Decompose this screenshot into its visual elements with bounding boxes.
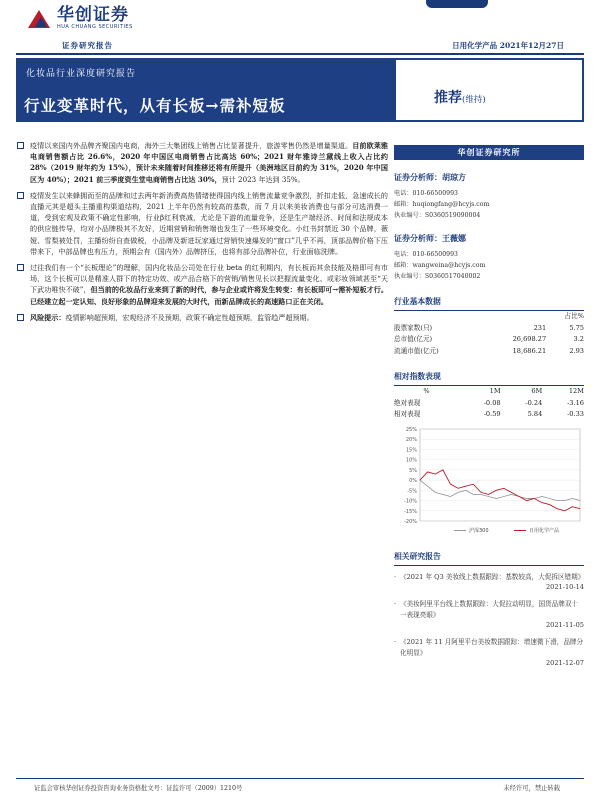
- table-cell: 2.93: [569, 346, 584, 355]
- y-tick-label: -20%: [404, 518, 417, 525]
- y-tick-label: 20%: [405, 436, 417, 443]
- footer-copyright: 未经许可，禁止转载: [503, 785, 560, 792]
- y-tick-label: 0%: [409, 477, 417, 484]
- footer-divider: [16, 778, 584, 779]
- legend-label: 沪深300: [469, 527, 489, 534]
- table-cell: -0.08: [483, 398, 501, 407]
- analyst-cert: 执业编号：S0360517040002: [394, 273, 481, 280]
- analyst-cert: 执业编号：S0360519090004: [394, 212, 481, 219]
- table-cell: 总市值(亿元): [394, 335, 433, 343]
- related-report-date: 2021-10-14: [545, 583, 584, 591]
- report-type: 证券研究报告: [62, 41, 113, 50]
- table-cell: 18,686.21: [512, 346, 547, 355]
- table-cell: 流通市值(亿元): [394, 346, 439, 355]
- y-tick-label: 10%: [405, 457, 417, 464]
- rating: [434, 87, 486, 107]
- table-cell: 相对表现: [394, 410, 421, 418]
- y-tick-label: -10%: [404, 498, 417, 505]
- checkbox-bullet-icon: [17, 314, 24, 321]
- analyst-email[interactable]: 邮箱：huqiongfang@hcyjs.com: [394, 201, 490, 208]
- relative-perf-table: [394, 386, 584, 421]
- table-cell: 绝对表现: [394, 398, 421, 407]
- checkbox-bullet-icon: [17, 142, 24, 149]
- analyst-name: 证券分析师：王薇娜: [394, 233, 466, 243]
- bullet-bold-text: 但当前的化妆品行业来到了新的时代，参与企业或许将发生转变：有长板即可→需补短板才行。已经建立起一定认知、良好形象的品牌迎来发展的大时代，而新品牌成长的高速路口正在关闭。: [30, 285, 388, 306]
- table-row: [394, 346, 584, 358]
- corner-tab: [426, 0, 488, 8]
- y-tick-label: -15%: [404, 508, 417, 515]
- table-cell: -0.33: [567, 410, 584, 418]
- research-institute: 华创证券研究所: [394, 145, 584, 160]
- report-category: 化妆品行业深度研究报告: [26, 69, 137, 79]
- relative-perf-chart: [394, 425, 584, 541]
- table-cell: -3.16: [567, 398, 584, 407]
- bullet-bold-text: 风险提示：: [30, 312, 66, 322]
- analyst-phone: 电话：010-66500993: [394, 190, 458, 197]
- table-cell: 股票家数(只): [394, 323, 433, 332]
- summary-bullet: [16, 262, 388, 307]
- y-tick-label: 5%: [409, 467, 417, 474]
- bullet-text: 疫情发生以来蜂拥而至的品牌和过去两年新消费高热情绪使得国内线上销售流量竞争激烈，折扣走低，急速成长的直播元其是超头主播重构渠道结构，2021 上半年仍然有较高的基数，而 7 月以来美妆消费也与部分可选消费一道，受到宏观及政策不确定性影响，行业β红利衰减，尤论是下游的流量竞争，还是生产端经济、时间和法规成本的供应链传导，均对小品牌极其不友好，近期营销和销售端也发生了一些环境变化。小红书封禁近 30 个品牌，薇娅、雪梨被处罚，主播纷纷自查做税，小品牌及新进玩家通过营销快速爆发的“窗口”几乎不再，顶部品牌价格下压带来下，中部品牌也有压力，预期会有（国内外）品牌挤压，也将有部分品牌补位，行业面临洗牌。: [30, 190, 388, 256]
- related-reports-title: 相关研究报告: [394, 551, 584, 566]
- table-header: 12M: [568, 387, 584, 395]
- table-header-row: [394, 386, 584, 398]
- related-report-date: 2021-11-05: [545, 621, 584, 629]
- checkbox-bullet-icon: [17, 192, 24, 199]
- industry-date: 日用化学产品 2021年12月27日: [452, 41, 564, 50]
- legend-label: 日用化学产品: [529, 527, 560, 534]
- basic-data-table: [394, 311, 584, 357]
- y-tick-label: 15%: [405, 446, 417, 453]
- footer-license: 证监会审核华创证券投资咨询业务资格批文号：证监许可（2009）1210号: [34, 785, 243, 792]
- table-cell: 231: [533, 323, 547, 332]
- related-report-link[interactable]: · 《2021 年 11 月阿里平台美妆数据跟踪：增速微下滑，品牌分化明显》: [394, 637, 584, 658]
- bullet-text: 疫情以来国内外品牌齐聚国内电商，海外三大集团线上销售占比显著提升，旅游零售仍然是增量渠道。: [30, 141, 353, 150]
- line-chart: [394, 425, 584, 537]
- table-row: [394, 409, 584, 421]
- table-header: %: [423, 387, 430, 395]
- analyst-block: [394, 233, 584, 282]
- rating-label: 推荐: [434, 90, 462, 106]
- bullet-text: 预计 2023 年达到 35%。: [221, 174, 305, 184]
- sidebar: [394, 140, 584, 669]
- bullet-text: 过往我们有一个“长板理论”的理解，国内化妆品公司处在行业 beta 的红利期内，有长板而其余技能及格即可有市场，这个长板可以是精准人群下的特定功效、或产品合格下的营销/销售见长以把握流量变化、或彩妆领域甚至“天下武功唯快不破”，: [30, 263, 388, 295]
- related-report-link[interactable]: · 《美妆阿里平台线上数据跟踪：大促拉动明显，国货品牌双十一表现亮眼》: [394, 599, 584, 620]
- table-cell: 5.84: [527, 410, 543, 418]
- table-row: [394, 323, 584, 335]
- report-title: 行业变革时代，从有长板→需补短板: [24, 96, 286, 115]
- table-header: 1M: [489, 387, 501, 395]
- checkbox-bullet-icon: [17, 264, 24, 271]
- relative-perf-title: 相对指数表现: [394, 371, 584, 386]
- table-cell: -0.59: [483, 410, 501, 418]
- summary-bullet: [16, 312, 388, 323]
- analyst-name: 证券分析师：胡琼方: [394, 172, 466, 182]
- table-cell: 5.75: [569, 323, 584, 332]
- table-header: 6M: [531, 387, 543, 395]
- table-row: [394, 398, 584, 410]
- summary-bullet: [16, 190, 388, 257]
- analyst-block: [394, 172, 584, 221]
- title-band: [16, 58, 584, 122]
- header-divider: [16, 53, 584, 55]
- table-row: [394, 334, 584, 346]
- logo-icon: [28, 7, 52, 29]
- y-tick-label: 25%: [405, 426, 417, 433]
- plot-frame: [420, 429, 580, 521]
- related-report-date: 2021-12-07: [545, 659, 584, 667]
- summary-bullet: [16, 140, 388, 185]
- analyst-phone: 电话：010-66500993: [394, 251, 458, 258]
- analyst-email[interactable]: 邮箱：wangweina@hcyjs.com: [394, 262, 486, 269]
- table-header: 占比%: [564, 312, 584, 320]
- rating-box: [396, 60, 582, 120]
- y-tick-label: -5%: [407, 487, 417, 494]
- table-cell: 26,698.27: [512, 335, 547, 343]
- rating-note: (维持): [462, 95, 486, 105]
- table-cell: -0.24: [525, 398, 543, 407]
- table-cell: 3.2: [573, 335, 584, 343]
- summary-column: [16, 140, 388, 328]
- table-header-row: [394, 311, 584, 323]
- bullet-bold-text: 目前欧莱雅电商销售额占比 26.6%，2020 年中国区电商销售占比高达 60%；2021 财年雅诗兰黛线上收入占比约 28%（2019 财年约为 15%），预计未来随着时间推移还将有所提升（美洲地区目前约为 31%，2020 年中国区为 40%）；2021 前三季度资生堂电商销售占比达 30%，: [30, 141, 389, 184]
- logo-cn: 华创证券: [57, 5, 129, 25]
- bullet-text: 疫情影响超预期，宏观经济不及预期，政策不确定性超预期，监管趋严超预期。: [65, 312, 314, 322]
- basic-data-title: 行业基本数据: [394, 296, 584, 311]
- logo-en: HUA CHUANG SECURITIES: [57, 24, 133, 30]
- related-report-link[interactable]: · 《2021 年 Q3 美妆线上数据跟踪：基数较高，大促拆区错期》: [394, 572, 584, 583]
- company-logo: [28, 6, 133, 30]
